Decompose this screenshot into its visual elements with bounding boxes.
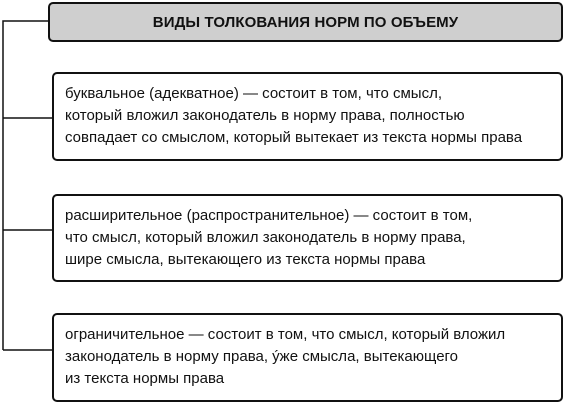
interpretation-literal-box [52,72,563,161]
diagram-title: ВИДЫ ТОЛКОВАНИЯ НОРМ ПО ОБЪЕМУ [152,13,459,31]
diagram-header-box [48,2,563,42]
interpretation-restrictive-box [52,313,563,402]
interpretation-literal-text: буквальное (адекватное) — состоит в том, что смысл, который вложил законодатель в норму права, полностью совпадает со смыслом, который вытекает из текста нормы права [65,85,523,146]
interpretation-restrictive-text: ограничительное — состоит в том, что смысл, который вложил законодатель в норму права, ýже смысла, вытекающего из текста нормы права [65,326,506,387]
connector-trunk [3,21,48,350]
interpretation-extensive-text: расширительное (распространительное) — состоит в том, что смысл, который вложил законодатель в норму права, шире смысла, вытекающего из текста нормы права [65,207,473,268]
interpretation-extensive-box [52,194,563,282]
